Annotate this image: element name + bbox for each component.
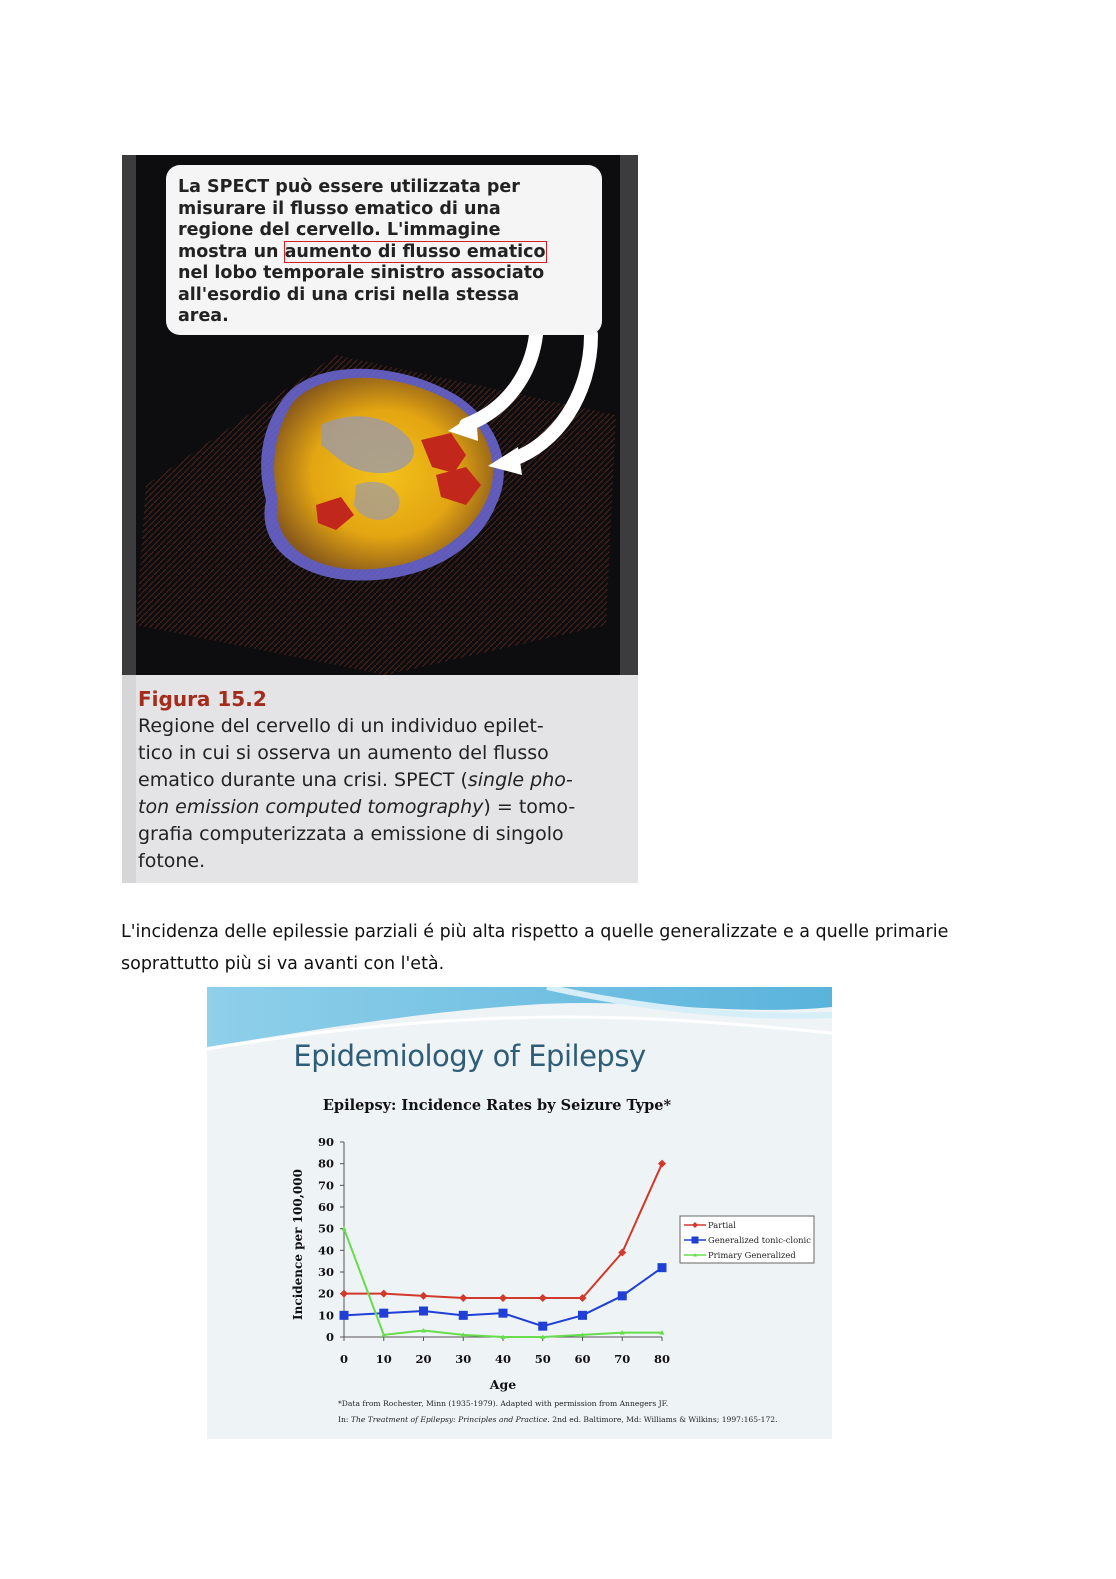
caption-italic-1: single pho- xyxy=(467,769,573,791)
y-tick-label: 20 xyxy=(317,1286,334,1301)
caption-italic-2: ton emission computed tomography xyxy=(138,796,484,818)
footnote-source: *Data from Rochester, Minn (1935-1979). Adapted with permission from Annegers JF. xyxy=(338,1399,669,1408)
data-point xyxy=(658,1263,667,1272)
body-line-1: L'incidenza delle epilessie parziali é più alta rispetto a quelle generalizzate e a quelle primarie xyxy=(121,922,949,942)
data-point xyxy=(539,1294,547,1302)
data-point xyxy=(499,1294,507,1302)
caption-line-4 xyxy=(138,796,575,818)
legend-label: Generalized tonic-clonic xyxy=(708,1235,811,1245)
data-point xyxy=(419,1307,428,1316)
x-tick-label: 60 xyxy=(574,1352,591,1366)
legend-swatch-marker xyxy=(692,1237,699,1244)
y-tick-label: 80 xyxy=(317,1156,334,1171)
y-tick-label: 40 xyxy=(317,1243,334,1258)
citation-prefix: In: xyxy=(338,1415,351,1424)
citation-title: The Treatment of Epilepsy: Principles and Practice. xyxy=(350,1415,550,1424)
epidemiology-slide xyxy=(207,987,832,1439)
citation-details: 2nd ed. Baltimore, Md: Williams & Wilkins; 1997:165-172. xyxy=(549,1415,778,1424)
bubble-line-7: area. xyxy=(178,306,229,326)
bubble-line-6: all'esordio di una crisi nella stessa xyxy=(178,284,520,305)
y-tick-label: 70 xyxy=(317,1178,334,1193)
caption-line-1: Regione del cervello di un individuo epilet- xyxy=(138,715,544,737)
caption-title: Figura 15.2 xyxy=(138,687,267,711)
spect-image xyxy=(136,155,620,675)
data-point xyxy=(538,1322,547,1331)
series-line xyxy=(344,1164,662,1298)
x-tick-label: 10 xyxy=(375,1352,392,1366)
data-point xyxy=(340,1311,349,1320)
speech-bubble xyxy=(166,165,602,335)
caption-line-6: fotone. xyxy=(138,850,206,872)
x-tick-label: 80 xyxy=(653,1352,671,1366)
data-point xyxy=(459,1294,467,1302)
chart-title: Epilepsy: Incidence Rates by Seizure Type* xyxy=(322,1097,672,1114)
legend-label: Partial xyxy=(708,1220,736,1230)
x-tick-label: 0 xyxy=(339,1352,349,1366)
bubble-line-3: regione del cervello. L'immagine xyxy=(178,220,501,240)
spect-figure-photo xyxy=(122,155,638,883)
data-point xyxy=(380,1290,388,1298)
y-tick-label: 90 xyxy=(317,1135,334,1149)
x-axis-label: Age xyxy=(489,1377,517,1392)
footnote-citation xyxy=(338,1415,778,1424)
y-tick-label: 60 xyxy=(317,1200,334,1214)
caption-line-3-start: ematico durante una crisi. SPECT ( xyxy=(138,769,468,791)
caption-line-3 xyxy=(138,769,573,791)
data-point xyxy=(340,1290,348,1298)
highlighted-phrase: aumento di flusso ematico xyxy=(284,241,546,262)
caption-line-2: tico in cui si osserva un aumento del flusso xyxy=(138,742,549,764)
y-axis-label: Incidence per 100,000 xyxy=(291,1169,305,1320)
y-tick-label: 0 xyxy=(325,1330,334,1344)
x-tick-label: 70 xyxy=(614,1352,631,1366)
data-point xyxy=(420,1292,428,1300)
caption-line-4-end: ) = tomo- xyxy=(483,796,576,818)
data-point xyxy=(658,1160,666,1168)
slide-title: Epidemiology of Epilepsy xyxy=(293,1039,646,1073)
data-point xyxy=(618,1291,627,1300)
data-point xyxy=(379,1309,388,1318)
series-line xyxy=(344,1229,662,1337)
x-tick-label: 40 xyxy=(494,1352,512,1366)
x-tick-label: 30 xyxy=(455,1352,472,1366)
x-tick-label: 20 xyxy=(415,1352,432,1366)
body-paragraph xyxy=(121,916,1001,980)
y-tick-label: 50 xyxy=(317,1221,334,1236)
body-line-2: soprattutto più si va avanti con l'età. xyxy=(121,954,445,974)
bubble-line-4-start: mostra un xyxy=(178,241,279,262)
legend-label: Primary Generalized xyxy=(708,1250,796,1260)
data-point xyxy=(499,1309,508,1318)
x-tick-label: 50 xyxy=(534,1352,551,1366)
y-tick-label: 30 xyxy=(317,1265,334,1279)
bubble-line-2: misurare il flusso ematico di una xyxy=(178,198,501,219)
bubble-line-4 xyxy=(178,242,590,264)
data-point xyxy=(578,1311,587,1320)
bubble-line-1: La SPECT può essere utilizzata per xyxy=(178,177,520,197)
incidence-line-chart xyxy=(207,987,832,1439)
bubble-line-5: nel lobo temporale sinistro associato xyxy=(178,263,545,283)
y-tick-label: 10 xyxy=(317,1308,334,1323)
data-point xyxy=(459,1311,468,1320)
caption-line-5: grafia computerizzata a emissione di singolo xyxy=(138,823,564,845)
